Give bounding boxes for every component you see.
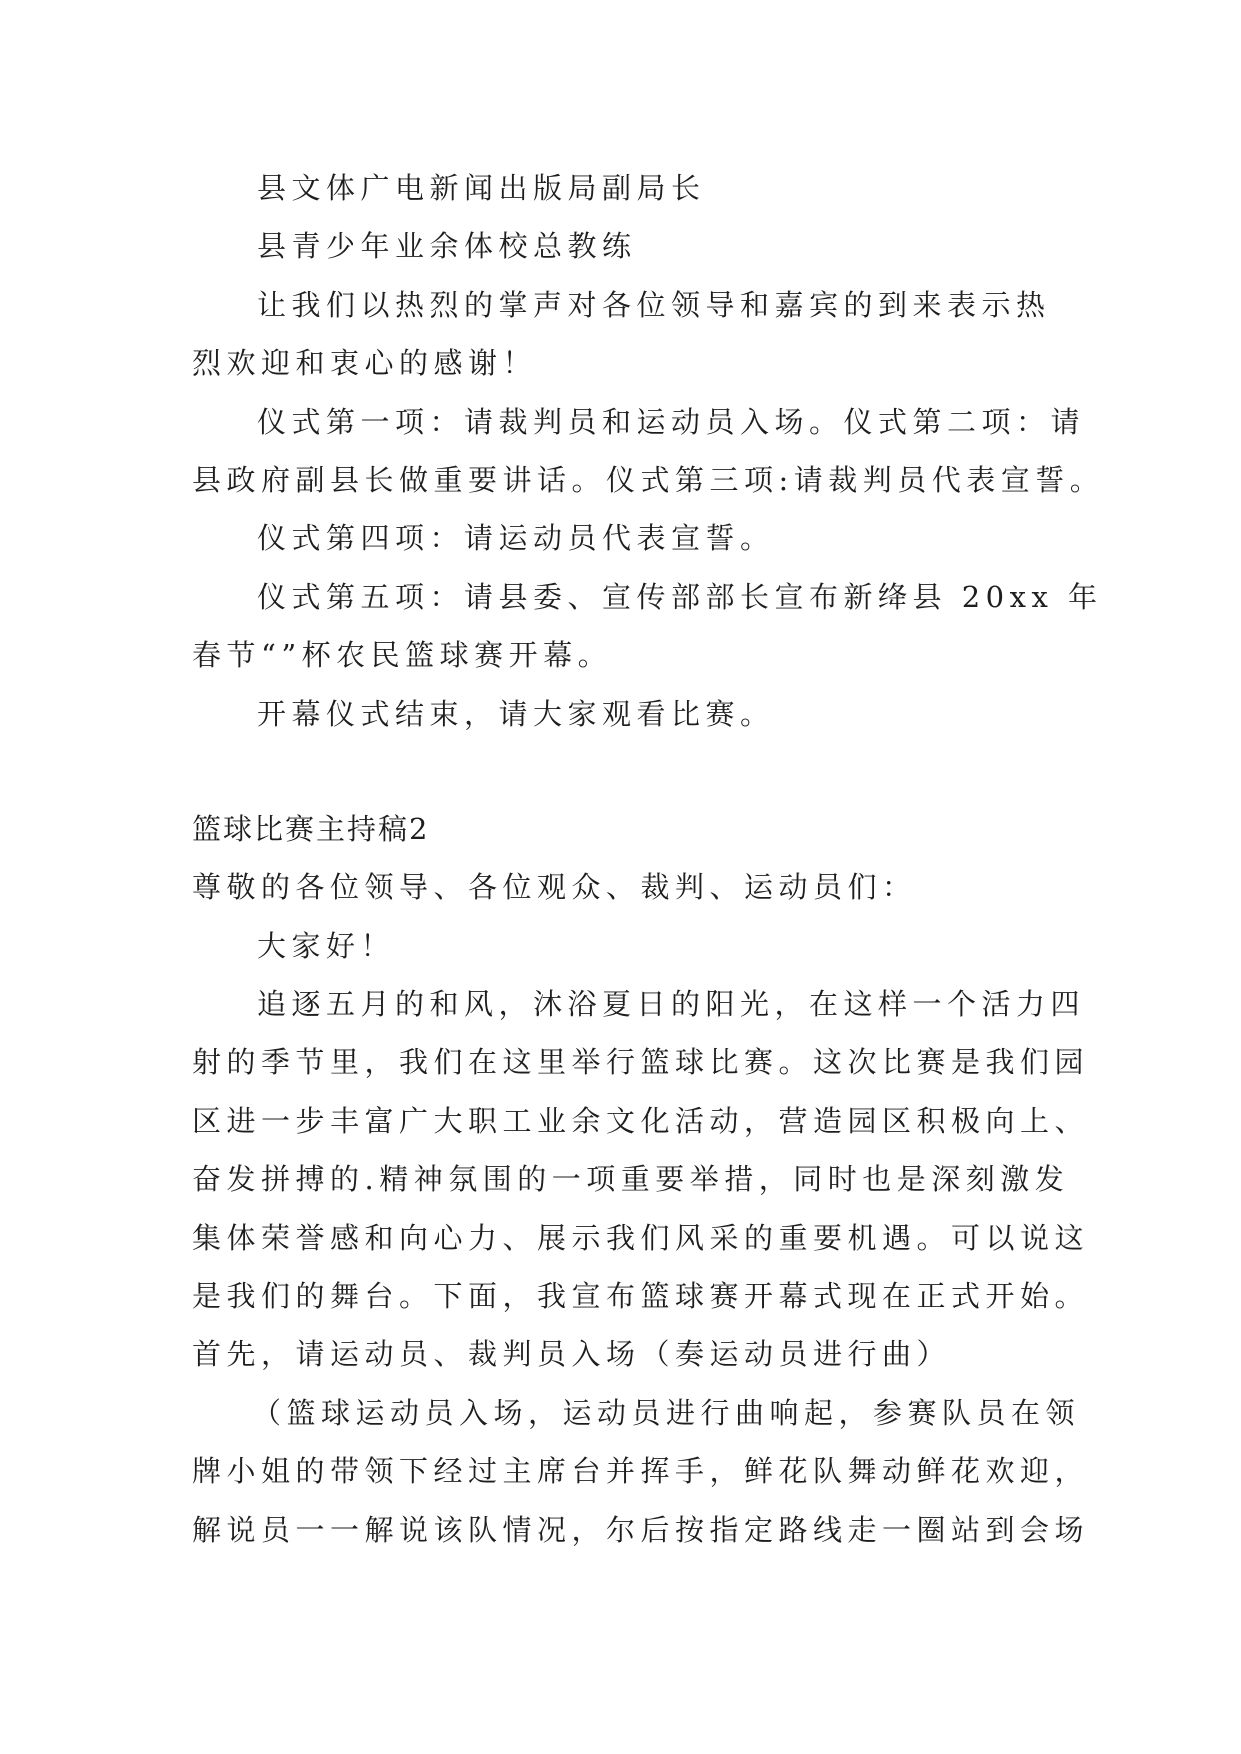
text-line: 县青少年业余体校总教练 bbox=[257, 229, 637, 264]
text-line: 大家好！ bbox=[257, 928, 396, 963]
text-line: 仪式第五项：请县委、宣传部部长宣布新绛县 20xx 年 bbox=[257, 579, 1103, 614]
text-line: 让我们以热烈的掌声对各位领导和嘉宾的到来表示热 bbox=[257, 287, 1051, 322]
text-line: 尊敬的各位领导、各位观众、裁判、运动员们： bbox=[192, 870, 917, 905]
text-line: 县文体广电新闻出版局副局长 bbox=[257, 171, 706, 205]
text-line: 是我们的舞台。下面，我宣布篮球赛开幕式现在正式开始。 bbox=[192, 1279, 1090, 1314]
section-title: 篮球比赛主持稿2 bbox=[192, 811, 430, 846]
text-line: 追逐五月的和风，沐浴夏日的阳光，在这样一个活力四 bbox=[257, 987, 1086, 1022]
text-line: 奋发拼搏的.精神氛围的一项重要举措，同时也是深刻激发 bbox=[192, 1162, 1070, 1197]
document-body bbox=[192, 159, 1152, 1559]
text-line: 仪式第四项：请运动员代表宣誓。 bbox=[257, 521, 775, 556]
text-line: 首先，请运动员、裁判员入场（奏运动员进行曲） bbox=[192, 1337, 952, 1372]
section-spacer bbox=[192, 743, 1152, 800]
text-line: 区进一步丰富广大职工业余文化活动，营造园区积极向上、 bbox=[192, 1103, 1090, 1138]
text-line: 春节“”杯农民篮球赛开幕。 bbox=[192, 638, 613, 673]
text-line: 射的季节里，我们在这里举行篮球比赛。这次比赛是我们园 bbox=[192, 1045, 1090, 1080]
text-line: 烈欢迎和衷心的感谢！ bbox=[192, 346, 538, 381]
text-line: 解说员一一解说该队情况，尔后按指定路线走一圈站到会场 bbox=[192, 1512, 1090, 1547]
text-line: 开幕仪式结束，请大家观看比赛。 bbox=[257, 696, 775, 731]
text-line: 牌小姐的带领下经过主席台并挥手，鲜花队舞动鲜花欢迎， bbox=[192, 1454, 1090, 1489]
text-line: 县政府副县长做重要讲话。仪式第三项:请裁判员代表宣誓。 bbox=[192, 462, 1105, 497]
text-line: （篮球运动员入场，运动员进行曲响起，参赛队员在领 bbox=[252, 1395, 1081, 1430]
text-line: 集体荣誉感和向心力、展示我们风采的重要机遇。可以说这 bbox=[192, 1220, 1090, 1255]
text-line: 仪式第一项：请裁判员和运动员入场。仪式第二项：请 bbox=[257, 404, 1086, 439]
